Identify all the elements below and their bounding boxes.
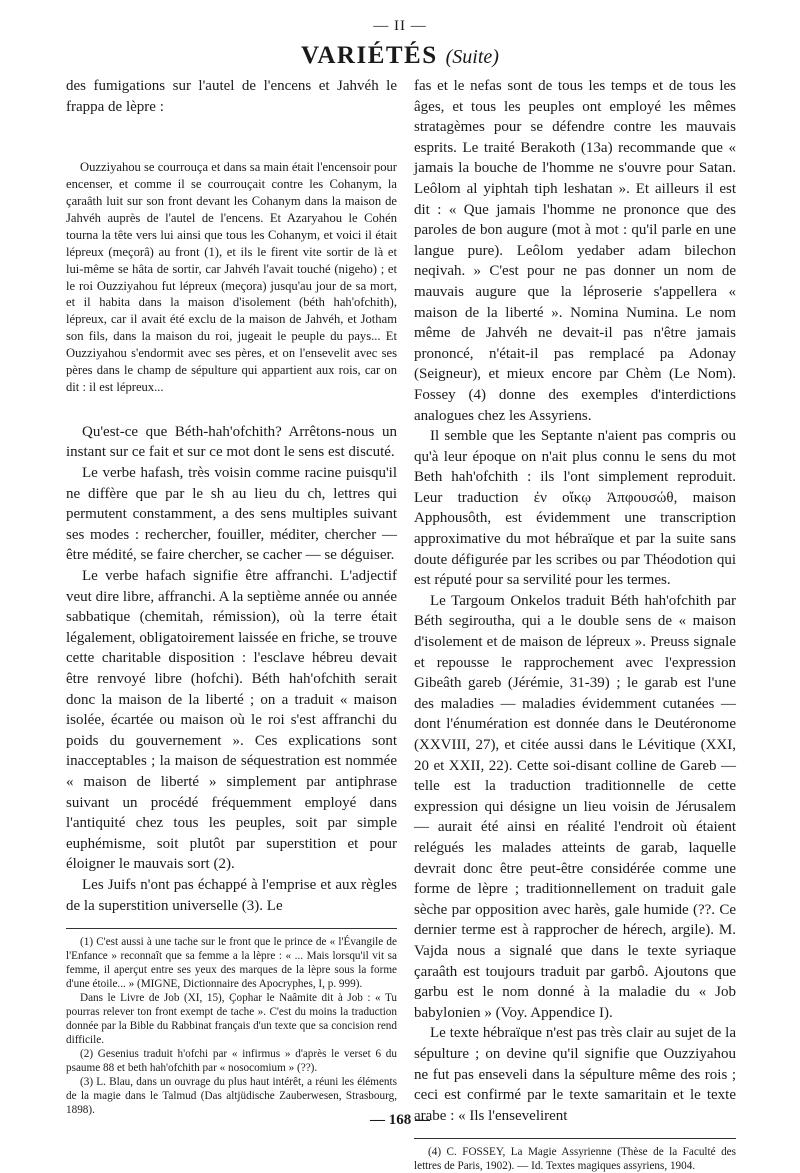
footnote-2: (2) Gesenius traduit h'ofchi par « infirmus » d'après le verset 6 du psaume 88 et beth hah'ofchith par « nosocomium » (??).	[66, 1048, 397, 1075]
paragraph-targoum: Le Targoum Onkelos traduit Béth hah'ofchith par Béth segiroutha, qui a le double sens de « maison d'isolement et de maison de lépreux ». Preuss signale et repousse le rapprochement avec l'expression Gibeâth gareb (Jérémie, 31-39) ; le garab est l'une des maladies — maladies évidemment cutanées — dont l'énumération est donnée dans le Deutéronome (XXVIII, 27), et citée aussi dans le Lévitique (XXI, 20 et XXII, 22). Cette soi-disant colline de Gareb — telle est la traduction traditionnelle de cette expression qui désigne un lieu voisin de Jérusalem — aurait été ainsi en réalité l'endroit où étaient relégués les malades atteints de garab, laquelle devrait donc être peut-être considérée comme une forme de lèpre ; traditionnellement on traduit gale sèche par opposition avec harès, gale humide (??. Ce dernier terme est à rapprocher de hérech, argile). M. Vajda nous a signalé que dans le texte syriaque çaraâth est toujours traduit par garbô. Ajoutons que garbu est le nom donné à la maladie du « Job babylonien » (Voy. Appendice I).	[414, 592, 736, 1021]
block-quote: Ouzziyahou se courrouça et dans sa main était l'encensoir pour encenser, et comme il se courrouçait contre les Cohanym, la çaraâth luit sur son front devant les Cohanym dans la maison de Jahvéh auprès de l'autel de l'encens. Et Azaryahou le Cohén tourna la tête vers lui ainsi que tous les Cohanym, et voici il était lépreux (meçorâ) au front (1), et ils le firent vite sortir de là et lui-même se hâta de sortir, car Jahvéh l'avait touché (nigeho) ; et le roi Ouzziyahou fut lépreux (meçora) jusqu'au jour de sa mort, et il habita dans la maison d'isolement (béth hah'ofchith), lépreux, car il avait été exclu de la maison de Jahvéh, et Jotham son fils, dans la maison du roi, jugeait le peuple du pays... Et Ouzziyahou s'endormit avec ses pères, et on l'ensevelit avec ses pères dans le champ de sépulture qui appartient aux rois, car on dit : il est lépreux...	[66, 160, 397, 394]
right-column	[414, 76, 736, 1173]
paragraph-beth-hah-ofchith: Qu'est-ce que Béth-hah'ofchith? Arrêtons-nous un instant sur ce fait et sur ce mot dont le sens est discuté.	[66, 423, 397, 461]
left-column	[66, 76, 397, 1117]
page-number: — 168 —	[370, 1112, 430, 1128]
paragraph-hafash: Le verbe hafash, très voisin comme racine puisqu'il ne diffère que par le sh au lieu du ch, lettres qui permutent constamment, a des sens multiples suivant ses modes : rechercher, fouiller, méditer, chercher — être médité, se faire chercher, se cacher — se déguiser.	[66, 465, 397, 564]
footnote-1-continued: Dans le Livre de Job (XI, 15), Çophar le Naâmite dit à Job : « Tu pourras relever ton front exempt de tache ». C'est du moins la traduction donnée par la Bible du Rabbinat français d'un texte que sa concision rend difficile.	[66, 992, 397, 1047]
intro-paragraph: des fumigations sur l'autel de l'encens et Jahvéh le frappa de lèpre :	[66, 78, 397, 115]
section-page-number: — II —	[373, 18, 427, 34]
footnote-4: (4) C. FOSSEY, La Magie Assyrienne (Thèse de la Faculté des lettres de Paris, 1902). — Id. Textes magiques assyriens, 1904.	[414, 1146, 736, 1173]
section-title: VARIÉTÉS	[301, 42, 438, 69]
paragraph-septante: Il semble que les Septante n'aient pas compris ou qu'à leur époque on n'ait plus connu le sens du mot Beth hah'ofchith : ils l'ont simplement reproduit. Leur traduction ἐν οἴκῳ Ἀπφουσώθ, maison Apphousôth, est évidemment une transcription approximative du mot hébraïque et par la suite sans doute défigurée par les scribes ou par Théodotion qui est réputé pour sa servilité pour les termes.	[414, 428, 736, 589]
footnote-1: (1) C'est aussi à une tache sur le front que le prince de « l'Évangile de l'Enfance » reconnaît que sa femme a la lèpre : « ... Mais lorsqu'il vit sa femme, il aperçut entre ses yeux des marques de la lèpre sous la forme d'une étoile... » (MIGNE, Dictionnaire des Apocryphes, I, p. 999).	[66, 936, 397, 991]
paragraph-superstition: Les Juifs n'ont pas échappé à l'emprise et aux règles de la superstition universelle (3). Le	[66, 876, 397, 914]
footnote-divider	[414, 1138, 736, 1139]
paragraph-fas-nefas: fas et le nefas sont de tous les temps et de tous les âges, et tous les peuples ont employé les mêmes stratagèmes pour se défendre contre les mauvais esprits. Le traité Berakoth (13a) recommande que « jamais la bouche de l'homme ne s'ouvre pour Satan. Leôlom al yiphtah tiph leshatan ». Et ailleurs il est dit : « Que jamais l'homme ne prononce que des paroles de bon augure (mot à mot : qu'il parle en une langue pure). Leôlom yedaber adam bilechon neqivah. » C'est pour ne pas donner un nom de mauvais augure que la léproserie s'appellera « maison de la liberté ». Nomina Numina. Le nom même de Jahvéh ne devait-il pas n'être jamais prononcé, n'était-il pas remplacé pa Adonay (Seigneur), et mieux encore par Chèm (Le Nom). Fossey (4) donne des exemples d'interdictions analogues chez les Assyriens.	[414, 78, 736, 424]
paragraph-hafach: Le verbe hafach signifie être affranchi. L'adjectif veut dire libre, affranchi. A la septième année ou année sabbatique (chemitah, rémission), où la terre était légalement, obligatoirement laissée en friche, se trouve cette charitable disposition : l'esclave hébreu devait être renvoyé libre (hofchi). Béth hah'ofchith serait donc la maison de la liberté ; on a traduit « maison isolée, écartée ou maison où le roi s'est affranchi du poids du gouvernement ». Ces explications sont inacceptables ; la maison de séquestration est nommée « maison de liberté » simplement par antiphrase suivant un procédé fréquemment employé dans l'antiquité chez tous les peuples, soit par simple euphémisme, soit plutôt par superstition et pour éloigner le mauvais sort (2).	[66, 568, 397, 873]
footnote-3: (3) L. Blau, dans un ouvrage du plus haut intérêt, a réuni les éléments de la magie dans le Talmud (Das altjüdische Zauberwesen, Strasbourg, 1898).	[66, 1076, 397, 1117]
page-header	[0, 42, 800, 70]
footnote-divider	[66, 928, 397, 929]
paragraph-sepulture: Le texte hébraïque n'est pas très clair au sujet de la sépulture ; on devine qu'il signifie que Ouzziyahou ne fut pas enseveli dans la sépulture même des rois ; ceci est confirmé par le texte samaritain et le texte arabe : « Ils l'ensevelirent	[414, 1025, 736, 1124]
section-subtitle: (Suite)	[445, 46, 499, 68]
